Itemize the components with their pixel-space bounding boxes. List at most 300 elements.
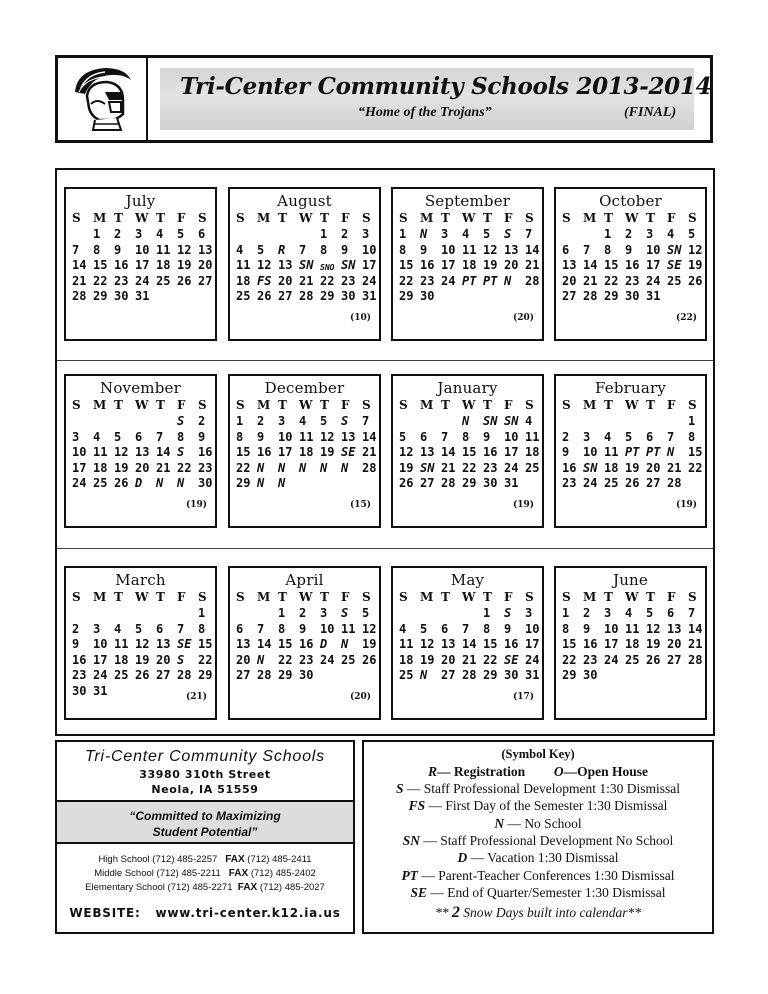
day-cell: 1 — [278, 606, 286, 620]
weekday-label: F — [504, 398, 513, 412]
weekday-label: S — [525, 211, 534, 225]
weekday-label: T — [646, 398, 655, 412]
day-code: S — [504, 227, 512, 241]
day-cell: 29 — [462, 476, 477, 490]
day-cell: 24 — [604, 652, 619, 667]
weekday-label: S — [399, 211, 408, 225]
fax-number: (712) 485-2402 — [250, 868, 316, 879]
day-cell: 6 — [236, 621, 244, 636]
day-cell: 24 — [362, 273, 377, 288]
day-code: SN — [583, 460, 598, 475]
day-cell: 18 — [93, 460, 108, 475]
day-cell: 28 — [462, 668, 477, 682]
snow-prefix: ** — [435, 905, 452, 920]
day-cell: 2 — [625, 227, 633, 241]
day-cell: 21 — [299, 273, 314, 288]
day-cell: 17 — [93, 652, 108, 667]
day-cell: 19 — [114, 460, 129, 475]
symbol: O — [553, 764, 564, 779]
day-cell: 22 — [562, 652, 577, 667]
day-cell: 5 — [135, 621, 143, 636]
day-cell: 23 — [198, 460, 213, 475]
day-cell: 21 — [72, 273, 87, 288]
day-cell: 16 — [198, 445, 213, 459]
weekday-label: S — [688, 590, 697, 604]
day-cell: 16 — [114, 258, 129, 272]
day-cell: 18 — [114, 652, 129, 667]
day-cell: 24 — [583, 476, 598, 490]
day-cell: 19 — [135, 652, 150, 667]
day-cell: 22 — [320, 273, 335, 288]
weekday-label: T — [604, 398, 613, 412]
day-code: N — [341, 637, 349, 651]
school-day-count: (21) — [185, 692, 207, 702]
day-cell: 4 — [236, 242, 244, 257]
weekday-label: W — [462, 590, 476, 604]
day-cell: 15 — [93, 258, 108, 272]
day-cell: 31 — [362, 289, 377, 303]
day-cell: 5 — [688, 227, 696, 241]
day-cell: 8 — [562, 621, 570, 636]
day-cell: 27 — [420, 476, 435, 490]
day-cell: 7 — [72, 242, 80, 257]
day-cell: 19 — [646, 637, 661, 651]
day-cell: 26 — [257, 289, 272, 303]
day-cell: 29 — [483, 668, 498, 682]
school-day-count: (15) — [349, 500, 371, 510]
day-cell: 21 — [156, 460, 171, 475]
month-february — [554, 374, 707, 528]
day-cell: 24 — [93, 668, 108, 682]
day-cell: 14 — [462, 637, 477, 651]
day-cell: 24 — [441, 273, 456, 288]
school-name: Tri-Center Community Schools — [85, 748, 325, 765]
day-cell: 13 — [341, 429, 356, 444]
day-cell: 26 — [177, 273, 192, 288]
day-cell: 8 — [462, 429, 470, 444]
day-cell: 7 — [462, 621, 470, 636]
month-name: May — [450, 571, 485, 589]
weekday-label: T — [114, 211, 123, 225]
day-cell: 5 — [420, 621, 428, 636]
day-cell: 13 — [278, 258, 293, 272]
weekday-label: W — [299, 590, 313, 604]
day-cell: 9 — [72, 637, 80, 651]
day-cell: 12 — [483, 242, 498, 257]
day-cell: 22 — [483, 652, 498, 667]
day-cell: 1 — [483, 606, 491, 620]
day-cell: 19 — [625, 460, 640, 475]
day-code: N — [257, 460, 265, 475]
day-cell: 9 — [114, 242, 122, 257]
day-cell: 2 — [198, 414, 206, 428]
month-name: August — [277, 192, 332, 210]
day-cell: 3 — [362, 227, 370, 241]
day-cell: 1 — [399, 227, 407, 241]
day-cell: 7 — [441, 429, 449, 444]
day-cell: 14 — [156, 445, 171, 459]
day-cell: 19 — [177, 258, 192, 272]
month-name: November — [100, 379, 181, 397]
weekday-label: M — [583, 211, 597, 225]
weekday-label: M — [420, 590, 434, 604]
day-cell: 18 — [156, 258, 171, 272]
day-cell: 20 — [646, 460, 661, 475]
day-cell: 17 — [135, 258, 150, 272]
day-cell: 11 — [114, 637, 129, 651]
day-cell: 16 — [72, 652, 87, 667]
phone-label: High School (712) 485-2257 — [98, 854, 218, 865]
row-divider — [57, 360, 713, 361]
day-cell: 18 — [604, 460, 619, 475]
day-cell: 14 — [525, 242, 540, 257]
day-cell: 5 — [646, 606, 654, 620]
day-cell: 27 — [278, 289, 293, 303]
school-day-count: (22) — [675, 313, 697, 323]
day-cell: 28 — [72, 289, 87, 303]
day-code: S — [177, 652, 185, 667]
day-cell: 21 — [462, 652, 477, 667]
weekday-label: F — [177, 211, 186, 225]
weekday-label: F — [667, 398, 676, 412]
day-code: SE — [177, 637, 192, 651]
day-cell: 12 — [362, 621, 377, 636]
day-cell: 3 — [583, 429, 591, 444]
day-cell: 8 — [236, 429, 244, 444]
weekday-label: T — [156, 590, 165, 604]
symbol-meaning: —Open House — [563, 764, 649, 779]
day-cell: 20 — [504, 258, 519, 272]
day-cell: 13 — [236, 637, 251, 651]
month-name: March — [115, 571, 166, 589]
weekday-label: T — [278, 590, 287, 604]
snow-days-note — [364, 904, 712, 922]
weekday-label: T — [320, 211, 329, 225]
weekday-label: T — [114, 590, 123, 604]
weekday-label: S — [525, 590, 534, 604]
day-cell: 30 — [504, 668, 519, 682]
day-code: N — [420, 668, 428, 682]
month-may — [391, 566, 544, 720]
day-cell: 28 — [177, 668, 192, 682]
day-cell: 4 — [399, 621, 407, 636]
day-cell: 25 — [399, 668, 414, 682]
day-cell: 13 — [504, 242, 519, 257]
day-cell: 27 — [562, 289, 577, 303]
school-day-count: (19) — [675, 500, 697, 510]
day-code: N — [278, 460, 286, 475]
day-cell: 16 — [483, 445, 498, 459]
day-cell: 15 — [483, 637, 498, 651]
day-cell: 17 — [278, 445, 293, 459]
day-cell: 22 — [399, 273, 414, 288]
day-cell: 3 — [604, 606, 612, 620]
day-code: SN — [420, 460, 435, 475]
day-cell: 15 — [462, 445, 477, 459]
weekday-label: S — [236, 398, 245, 412]
day-cell: 17 — [646, 258, 661, 272]
day-cell: 24 — [504, 460, 519, 475]
symbol: N — [494, 815, 505, 831]
day-code: N — [504, 273, 512, 288]
day-cell: 20 — [236, 652, 251, 667]
weekday-label: S — [198, 398, 207, 412]
school-day-count: (20) — [512, 313, 534, 323]
day-cell: 22 — [198, 652, 213, 667]
phone-label: Middle School (712) 485-2211 — [94, 868, 221, 879]
day-cell: 3 — [646, 227, 654, 241]
day-cell: 12 — [688, 242, 703, 257]
day-cell: 26 — [362, 652, 377, 667]
day-cell: 14 — [257, 637, 272, 651]
day-code: N — [320, 460, 328, 475]
day-cell: 31 — [525, 668, 540, 682]
day-cell: 9 — [625, 242, 633, 257]
weekday-label: S — [362, 211, 371, 225]
weekday-label: T — [156, 398, 165, 412]
day-cell: 20 — [198, 258, 213, 272]
day-cell: 18 — [625, 637, 640, 651]
day-cell: 22 — [236, 460, 251, 475]
day-code: PT — [625, 445, 640, 459]
day-cell: 3 — [441, 227, 449, 241]
symbol-meaning: — Registration — [437, 764, 526, 779]
day-cell: 7 — [525, 227, 533, 241]
day-code: SE — [504, 652, 519, 667]
day-cell: 3 — [93, 621, 101, 636]
day-cell: 23 — [420, 273, 435, 288]
day-cell: 22 — [604, 273, 619, 288]
day-cell: 28 — [667, 476, 682, 490]
month-august — [228, 187, 381, 341]
day-cell: 7 — [177, 621, 185, 636]
day-cell: 15 — [278, 637, 293, 651]
day-cell: 18 — [299, 445, 314, 459]
weekday-label: F — [667, 211, 676, 225]
phone-high-school — [57, 854, 353, 865]
address-line-2: Neola, IA 51559 — [151, 783, 259, 796]
month-january — [391, 374, 544, 528]
weekday-label: M — [420, 398, 434, 412]
day-code: S — [177, 445, 185, 459]
website-link[interactable]: www.tri-center.k12.ia.us — [155, 906, 341, 920]
day-cell: 28 — [257, 668, 272, 682]
day-cell: 11 — [399, 637, 414, 651]
weekday-label: T — [441, 590, 450, 604]
weekday-label: W — [135, 398, 149, 412]
day-cell: 29 — [562, 668, 577, 682]
day-cell: 23 — [625, 273, 640, 288]
day-cell: 27 — [646, 476, 661, 490]
month-name: October — [599, 192, 662, 210]
day-cell: 11 — [236, 258, 251, 272]
weekday-label: S — [198, 211, 207, 225]
day-cell: 29 — [278, 668, 293, 682]
weekday-label: T — [320, 590, 329, 604]
day-cell: 11 — [299, 429, 314, 444]
day-cell: 3 — [525, 606, 533, 620]
weekday-label: F — [504, 211, 513, 225]
weekday-label: T — [483, 211, 492, 225]
weekday-label: W — [135, 211, 149, 225]
weekday-label: S — [72, 211, 81, 225]
day-cell: 22 — [93, 273, 108, 288]
motto: “Home of the Trojans” — [358, 105, 492, 120]
day-cell: 30 — [483, 476, 498, 490]
day-cell: 17 — [441, 258, 456, 272]
weekday-label: W — [462, 398, 476, 412]
day-cell: 10 — [362, 242, 377, 257]
day-cell: 8 — [604, 242, 612, 257]
day-cell: 1 — [562, 606, 570, 620]
day-cell: 16 — [504, 637, 519, 651]
day-cell: 15 — [236, 445, 251, 459]
day-cell: 19 — [483, 258, 498, 272]
day-cell: 3 — [72, 429, 80, 444]
day-cell: 19 — [362, 637, 377, 651]
day-cell: 4 — [667, 227, 675, 241]
day-cell: 15 — [399, 258, 414, 272]
day-code: N — [462, 414, 470, 428]
day-cell: 12 — [114, 445, 129, 459]
weekday-label: T — [114, 398, 123, 412]
day-cell: 5 — [320, 414, 328, 428]
day-cell: 4 — [462, 227, 470, 241]
day-cell: 4 — [114, 621, 122, 636]
calendar-header — [55, 55, 713, 143]
day-cell: 25 — [236, 289, 251, 303]
day-cell: 10 — [93, 637, 108, 651]
logo — [58, 58, 148, 140]
day-cell: 13 — [420, 445, 435, 459]
weekday-label: S — [399, 398, 408, 412]
day-cell: 18 — [462, 258, 477, 272]
weekday-label: S — [236, 590, 245, 604]
phone-label: Elementary School (712) 485-2271 — [85, 882, 233, 893]
day-cell: 7 — [362, 414, 370, 428]
fax-label: FAX — [225, 854, 245, 865]
day-cell: 31 — [504, 476, 519, 490]
day-code: N — [257, 476, 265, 490]
day-cell: 2 — [299, 606, 307, 620]
day-cell: 1 — [320, 227, 328, 241]
month-name: April — [285, 571, 324, 589]
month-march — [64, 566, 217, 720]
school-day-count: (20) — [349, 692, 371, 702]
day-cell: 11 — [341, 621, 356, 636]
day-cell: 30 — [341, 289, 356, 303]
weekday-label: M — [583, 590, 597, 604]
phone-elementary-school — [57, 882, 353, 893]
day-cell: 8 — [688, 429, 696, 444]
day-code: SN — [299, 258, 314, 272]
day-cell: 10 — [278, 429, 293, 444]
symbol: PT — [401, 867, 418, 883]
weekday-label: S — [72, 398, 81, 412]
weekday-label: T — [604, 590, 613, 604]
final-label: (FINAL) — [624, 105, 677, 120]
day-cell: 6 — [646, 429, 654, 444]
phone-middle-school — [57, 868, 353, 879]
day-code: S — [504, 606, 512, 620]
day-cell: 7 — [299, 242, 307, 257]
symbol-key-item — [364, 816, 712, 832]
day-cell: 10 — [320, 621, 335, 636]
day-code: PT — [462, 273, 477, 288]
symbol-key-item — [364, 850, 712, 866]
day-cell: 27 — [198, 273, 213, 288]
day-cell: 11 — [604, 445, 619, 459]
day-cell: 7 — [257, 621, 265, 636]
day-cell: 5 — [257, 242, 265, 257]
symbol-meaning: — Vacation 1:30 Dismissal — [467, 850, 619, 866]
month-june — [554, 566, 707, 720]
day-cell: 9 — [483, 429, 491, 444]
weekday-label: M — [93, 211, 107, 225]
day-cell: 9 — [257, 429, 265, 444]
day-cell: 30 — [625, 289, 640, 303]
day-cell: 25 — [625, 652, 640, 667]
day-code: D — [320, 637, 328, 651]
day-code: S — [341, 606, 349, 620]
symbol-key — [362, 740, 714, 934]
day-code: SN — [483, 414, 498, 428]
day-cell: 23 — [562, 476, 577, 490]
day-cell: 23 — [299, 652, 314, 667]
day-cell: 29 — [399, 289, 414, 303]
weekday-label: T — [156, 211, 165, 225]
day-cell: 27 — [156, 668, 171, 682]
day-cell: 31 — [646, 289, 661, 303]
fax-label: FAX — [228, 868, 249, 879]
title-band — [160, 68, 712, 130]
weekday-label: M — [257, 211, 271, 225]
day-cell: 5 — [177, 227, 185, 241]
day-cell: 12 — [420, 637, 435, 651]
slogan-box — [57, 802, 353, 844]
weekday-label: S — [198, 590, 207, 604]
weekday-label: W — [625, 398, 639, 412]
weekday-label: S — [362, 398, 371, 412]
slogan-line-1: “Committed to Maximizing — [129, 809, 281, 823]
day-cell: 27 — [236, 668, 251, 682]
address-line-1: 33980 310th Street — [139, 768, 271, 781]
weekday-label: M — [257, 590, 271, 604]
day-cell: 1 — [604, 227, 612, 241]
day-cell: 5 — [399, 429, 407, 444]
day-cell: 12 — [646, 621, 661, 636]
month-name: September — [424, 192, 511, 210]
day-cell: 1 — [688, 414, 696, 428]
day-cell: 25 — [525, 460, 540, 475]
day-cell: 23 — [583, 652, 598, 667]
day-cell: 9 — [420, 242, 428, 257]
day-cell: 17 — [504, 445, 519, 459]
day-cell: 17 — [604, 637, 619, 651]
weekday-label: S — [562, 211, 571, 225]
fax-label: FAX — [237, 882, 258, 893]
day-cell: 3 — [135, 227, 143, 241]
day-cell: 21 — [525, 258, 540, 272]
weekday-label: T — [441, 211, 450, 225]
weekday-label: S — [562, 398, 571, 412]
day-cell: 18 — [236, 273, 251, 288]
day-cell: 16 — [562, 460, 577, 475]
day-cell: 28 — [583, 289, 598, 303]
weekday-label: S — [399, 590, 408, 604]
day-cell: 10 — [525, 621, 540, 636]
day-cell: 14 — [688, 621, 703, 636]
